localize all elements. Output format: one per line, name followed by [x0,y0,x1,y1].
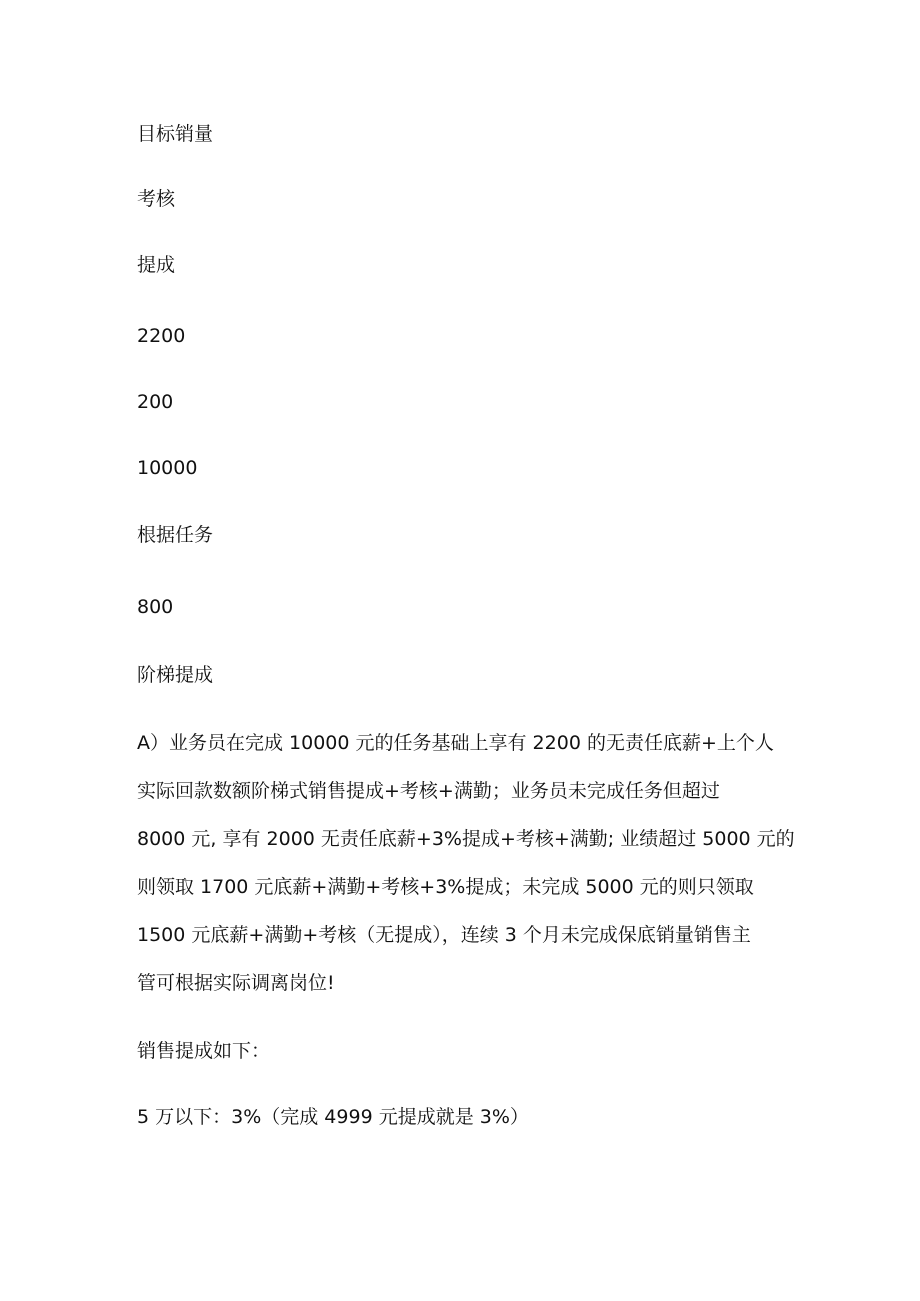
text-line-10000: 10000 [137,457,198,479]
text-line-200: 200 [137,391,174,413]
text-line-2200: 2200 [137,325,186,347]
paragraph-a-line: 实际回款数额阶梯式销售提成+考核+满勤；业务员未完成任务但超过 [137,780,720,802]
paragraph-a-line: 1500 元底薪+满勤+考核（无提成），连续 3 个月未完成保底销量销售主 [137,924,751,946]
commission-heading: 销售提成如下： [137,1040,271,1062]
text-line-tiered-commission: 阶梯提成 [137,664,214,686]
text-line-800: 800 [137,596,174,618]
paragraph-a-line: 则领取 1700 元底薪+满勤+考核+3%提成；未完成 5000 元的则只领取 [137,876,754,898]
text-line-by-task: 根据任务 [137,524,214,546]
text-line-assessment: 考核 [137,188,176,210]
paragraph-a-line: 管可根据实际调离岗位! [137,972,335,994]
text-line-target-sales: 目标销量 [137,123,214,145]
paragraph-a [137,731,795,1019]
commission-rule: 5 万以下：3%（完成 4999 元提成就是 3%） [137,1106,529,1128]
paragraph-a-line: 8000 元, 享有 2000 无责任底薪+3%提成+考核+满勤; 业绩超过 5000 元的 [137,828,795,850]
text-line-commission: 提成 [137,254,176,276]
paragraph-a-line: A）业务员在完成 10000 元的任务基础上享有 2200 的无责任底薪+上个人 [137,732,774,754]
